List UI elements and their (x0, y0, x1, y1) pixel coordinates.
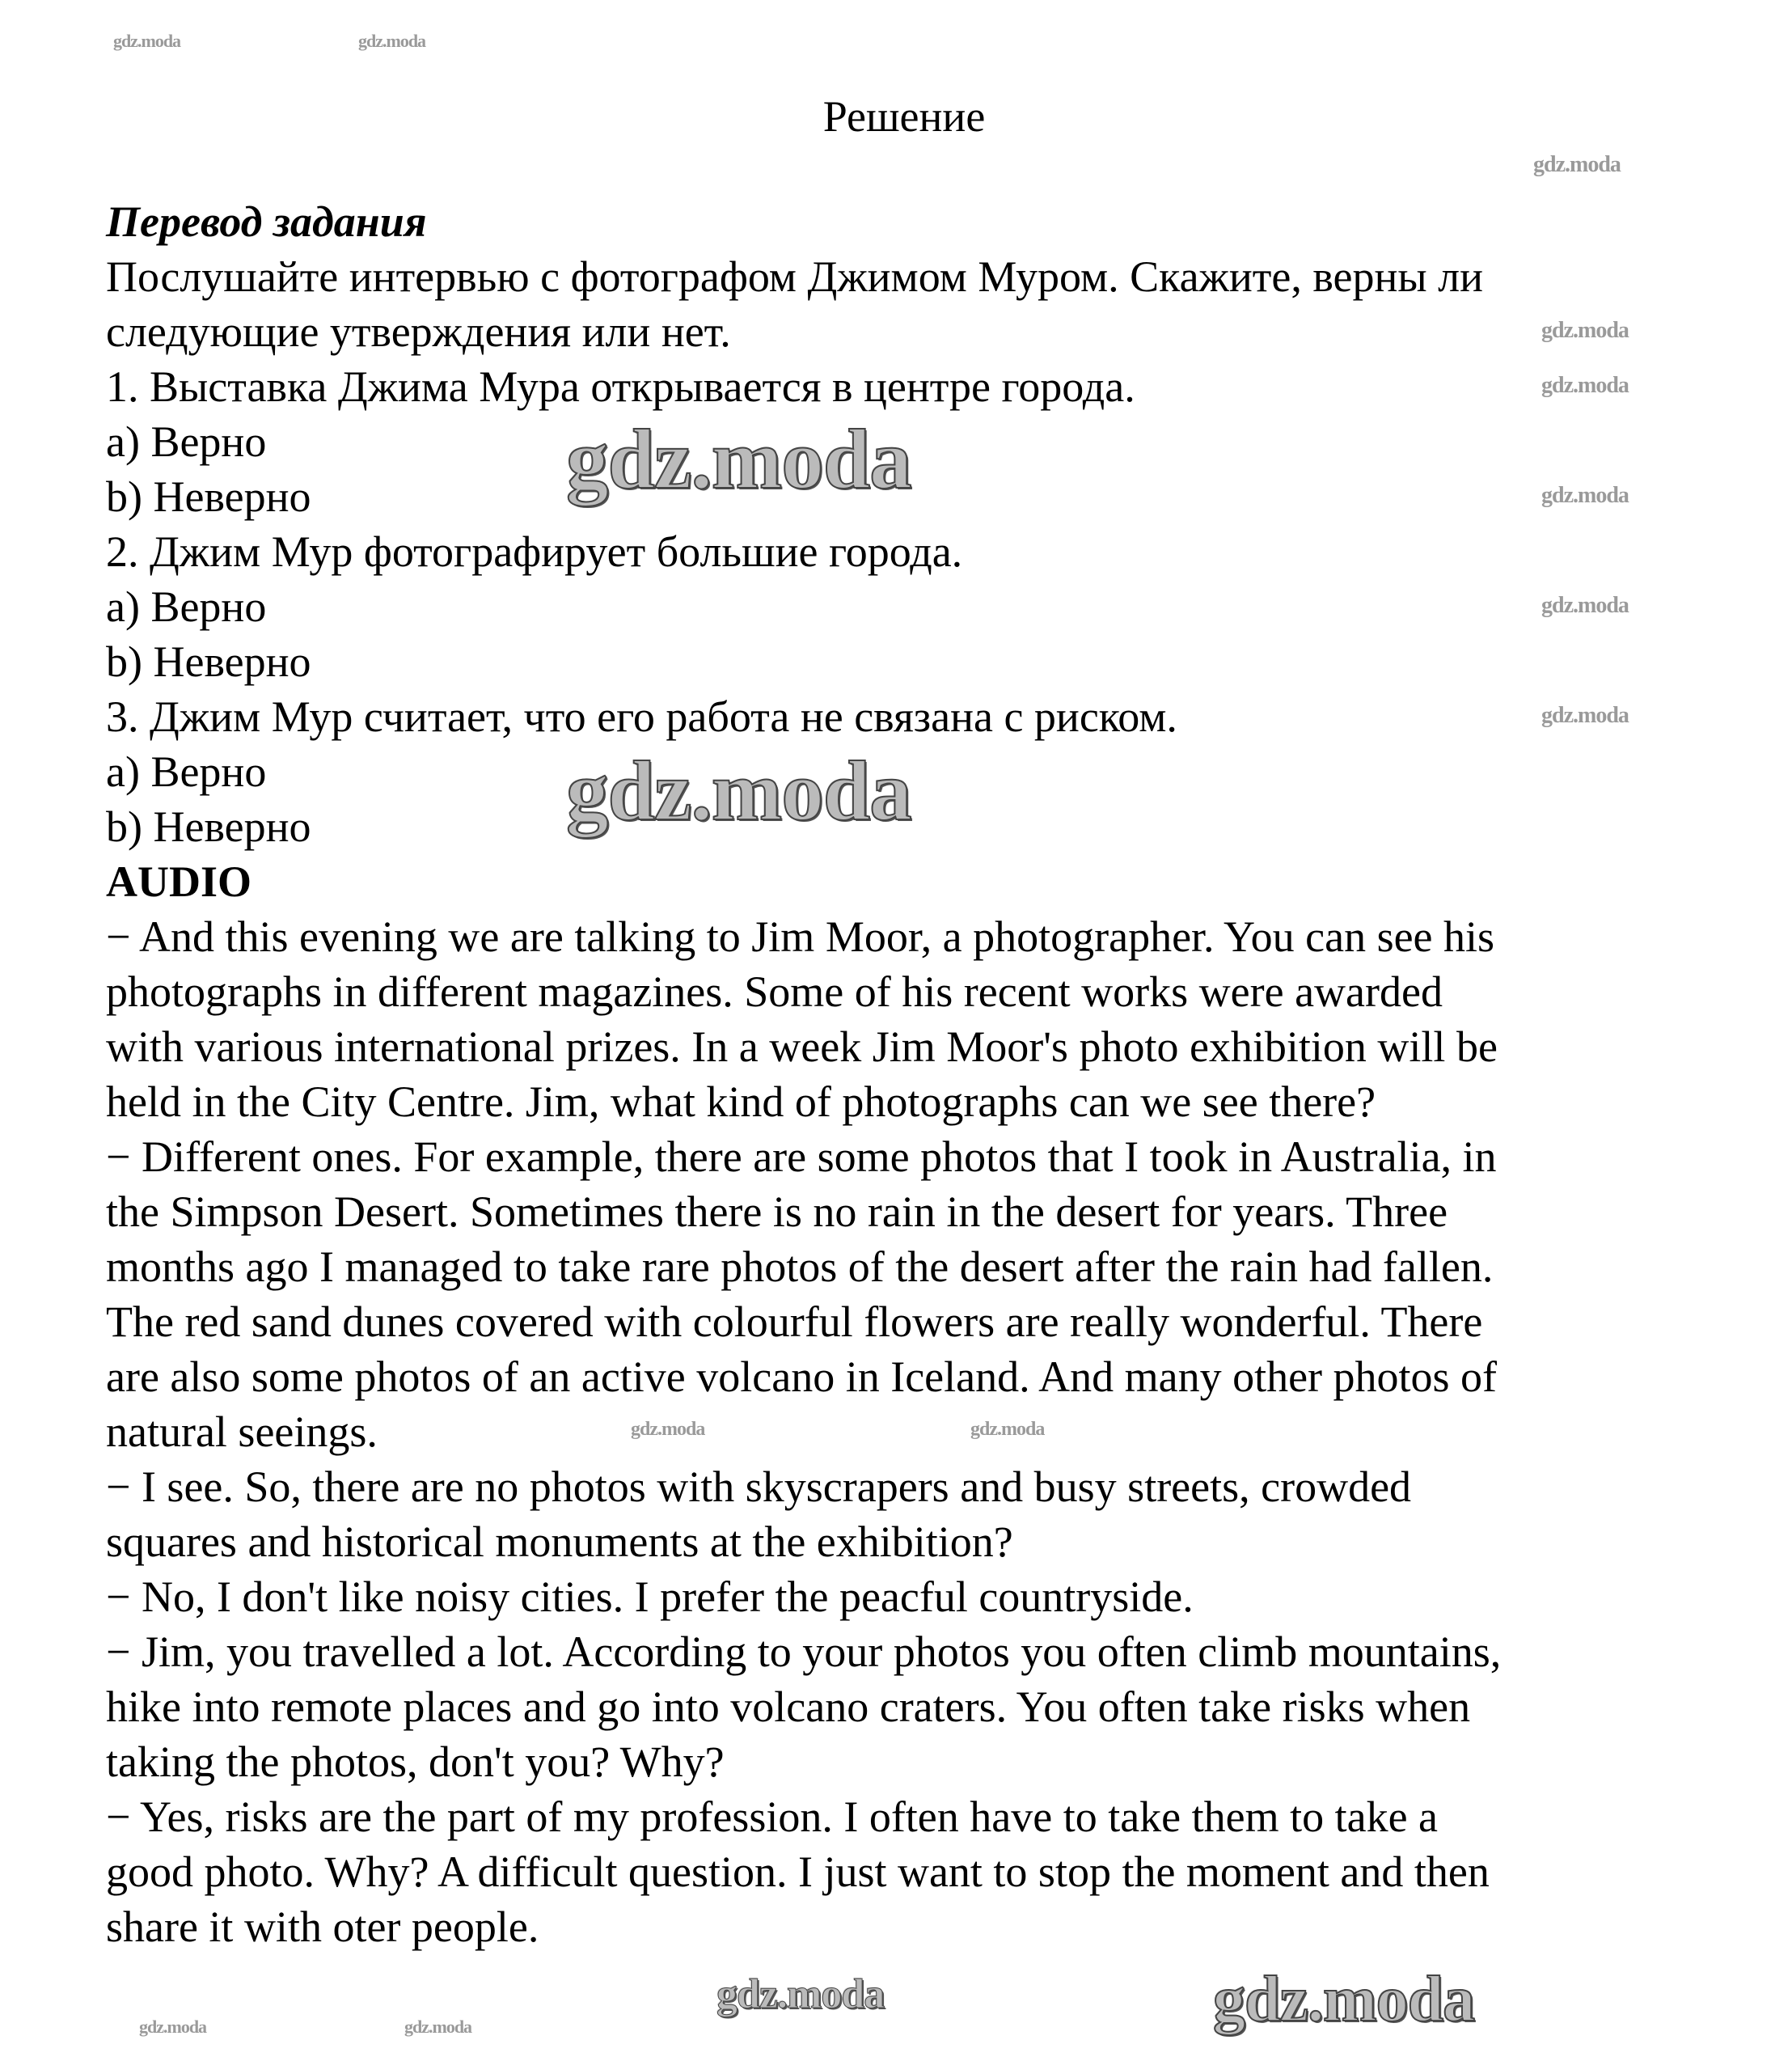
watermark-small: gdz.moda (404, 2017, 472, 2037)
translation-section (106, 249, 1788, 854)
text-line: a) Верно (106, 747, 267, 796)
watermark-small: gdz.moda (1541, 593, 1629, 618)
text-line: b) Неверно (106, 472, 311, 521)
text-line: 3. Джим Мур считает, что его работа не связана с риском. (106, 692, 1177, 741)
watermark-logo: gdz.moda (716, 1971, 885, 2017)
watermark-logo: gdz.moda (1213, 1964, 1475, 2035)
text-line: the Simpson Desert. Sometimes there is no rain in the desert for years. Three (106, 1187, 1448, 1236)
text-line: − Yes, risks are the part of my profession. I often have to take them to take a (106, 1792, 1439, 1841)
text-line: with various international prizes. In a week Jim Moor's photo exhibition will be (106, 1022, 1498, 1071)
watermark-logo: gdz.moda (566, 412, 911, 506)
text-line: − Different ones. For example, there are some photos that I took in Australia, in (106, 1132, 1497, 1181)
watermark-small: gdz.moda (1541, 703, 1629, 728)
text-line: share it with oter people. (106, 1903, 539, 1951)
audio-transcript (106, 909, 1788, 1954)
audio-heading: AUDIO (106, 857, 252, 906)
text-line: − And this evening we are talking to Jim Moor, a photographer. You can see his (106, 912, 1495, 961)
watermark-logo: gdz.moda (566, 743, 911, 838)
text-line: photographs in different magazines. Some of his recent works were awarded (106, 967, 1443, 1016)
watermark-small: gdz.moda (358, 31, 426, 51)
watermark-small: gdz.moda (113, 31, 181, 51)
text-line: taking the photos, don't you? Why? (106, 1737, 725, 1786)
text-line: − I see. So, there are no photos with skyscrapers and busy streets, crowded (106, 1462, 1412, 1511)
text-line: held in the City Centre. Jim, what kind of photographs can we see there? (106, 1077, 1376, 1126)
page-title: Решение (822, 92, 986, 141)
watermark-small: gdz.moda (1541, 373, 1629, 398)
text-line: 2. Джим Мур фотографирует большие города. (106, 527, 963, 576)
watermark-small: gdz.moda (970, 1419, 1045, 1440)
watermark-small: gdz.moda (1541, 318, 1629, 343)
text-line: следующие утверждения или нет. (106, 307, 731, 356)
text-line: a) Верно (106, 582, 267, 631)
text-line: 1. Выставка Джима Мура открывается в центре города. (106, 362, 1135, 411)
text-line: b) Неверно (106, 637, 311, 686)
text-line: − Jim, you travelled a lot. According to your photos you often climb mountains, (106, 1627, 1502, 1676)
text-line: The red sand dunes covered with colourful flowers are really wonderful. There (106, 1297, 1483, 1346)
text-line: a) Верно (106, 417, 267, 466)
text-line: − No, I don't like noisy cities. I prefer the peacful countryside. (106, 1572, 1194, 1621)
text-line: months ago I managed to take rare photos of the desert after the rain had fallen. (106, 1242, 1494, 1291)
watermark-small: gdz.moda (1533, 152, 1621, 177)
watermark-small: gdz.moda (631, 1419, 705, 1440)
text-line: are also some photos of an active volcano in Iceland. And many other photos of (106, 1352, 1498, 1401)
text-line: Послушайте интервью с фотографом Джимом Муром. Скажите, верны ли (106, 252, 1484, 301)
watermark-small: gdz.moda (139, 2017, 207, 2037)
text-line: natural seeings. (106, 1407, 378, 1456)
translation-heading: Перевод задания (106, 197, 427, 246)
text-line: hike into remote places and go into volcano craters. You often take risks when (106, 1682, 1471, 1731)
document-body (106, 194, 1788, 1954)
text-line: good photo. Why? A difficult question. I just want to stop the moment and then (106, 1847, 1490, 1896)
watermark-small: gdz.moda (1541, 483, 1629, 508)
text-line: squares and historical monuments at the exhibition? (106, 1517, 1013, 1566)
text-line: b) Неверно (106, 802, 311, 851)
